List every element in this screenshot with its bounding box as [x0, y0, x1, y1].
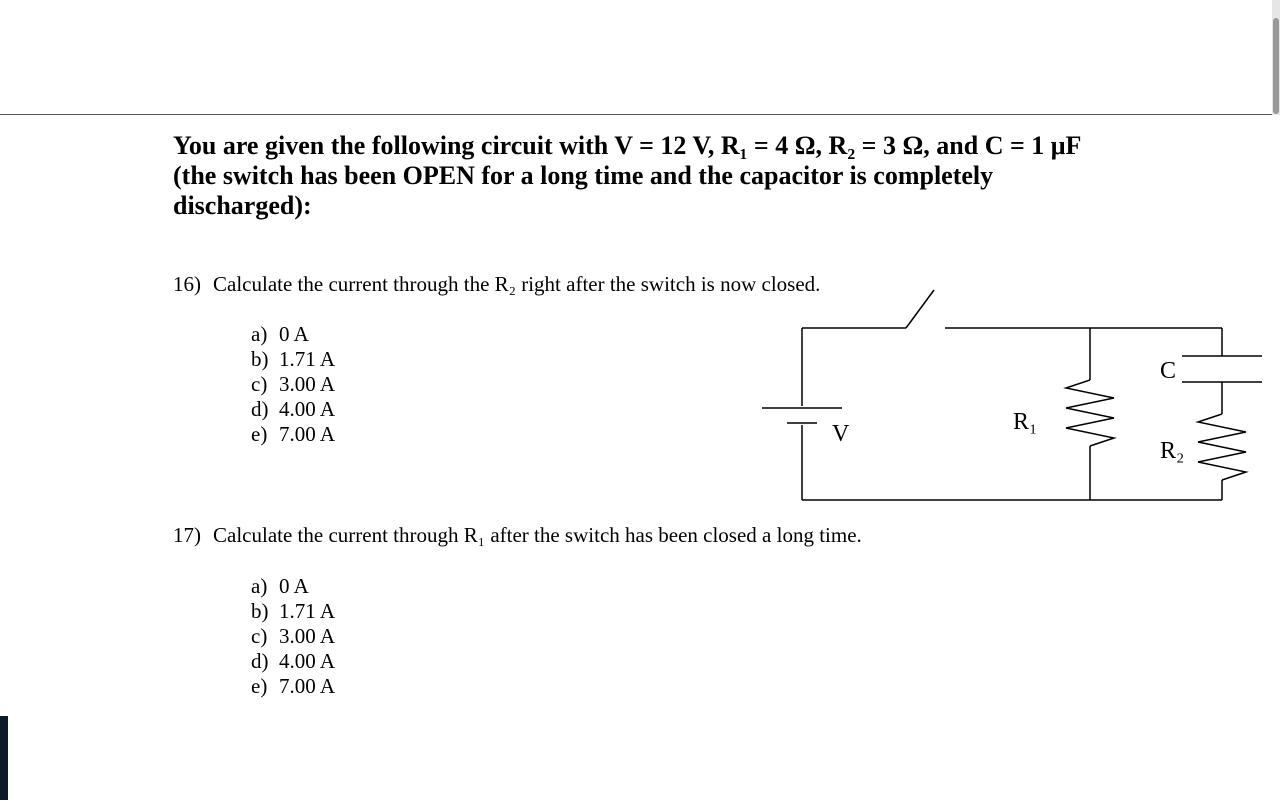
- option-d: d) 4.00 A: [251, 649, 336, 673]
- question-number: 17): [173, 523, 201, 547]
- scrollbar-thumb[interactable]: [1273, 18, 1279, 114]
- resistor-r1: [1066, 380, 1114, 446]
- window-edge: [0, 716, 8, 800]
- option-a: a) 0 A: [251, 574, 309, 598]
- top-blank-area: [0, 0, 1280, 114]
- option-a: a) 0 A: [251, 322, 309, 346]
- option-c: c) 3.00 A: [251, 624, 336, 648]
- question-text: Calculate the current through R₁ after the switch has been closed a long time.: [213, 523, 862, 547]
- label-r1: R₁: [1013, 409, 1038, 435]
- option-e: e) 7.00 A: [251, 422, 336, 446]
- option-b: b) 1.71 A: [251, 599, 336, 623]
- question-number: 16): [173, 272, 201, 296]
- question-17: [173, 523, 862, 548]
- answer-options-16: [251, 322, 335, 447]
- label-r2: R₂: [1160, 438, 1185, 464]
- problem-line-3: discharged):: [173, 191, 312, 220]
- option-b: b) 1.71 A: [251, 347, 336, 371]
- question-16: [173, 272, 820, 297]
- top-divider: [0, 114, 1272, 115]
- option-c: c) 3.00 A: [251, 372, 336, 396]
- resistor-r2: [1198, 414, 1246, 480]
- label-c: C: [1160, 358, 1177, 384]
- problem-line-1: You are given the following circuit with V = 12 V, R₁ = 4 Ω, R₂ = 3 Ω, and C = 1 μF: [173, 131, 1082, 160]
- option-d: d) 4.00 A: [251, 397, 336, 421]
- question-text: Calculate the current through the R₂ right after the switch is now closed.: [213, 272, 821, 296]
- problem-statement: [173, 131, 1133, 221]
- switch-blade: [906, 290, 934, 328]
- option-e: e) 7.00 A: [251, 674, 336, 698]
- problem-line-2: (the switch has been OPEN for a long time and the capacitor is completely: [173, 161, 994, 190]
- circuit-diagram: [740, 280, 1280, 520]
- label-v: V: [832, 421, 850, 447]
- answer-options-17: [251, 574, 335, 699]
- scrollbar[interactable]: [1272, 0, 1280, 115]
